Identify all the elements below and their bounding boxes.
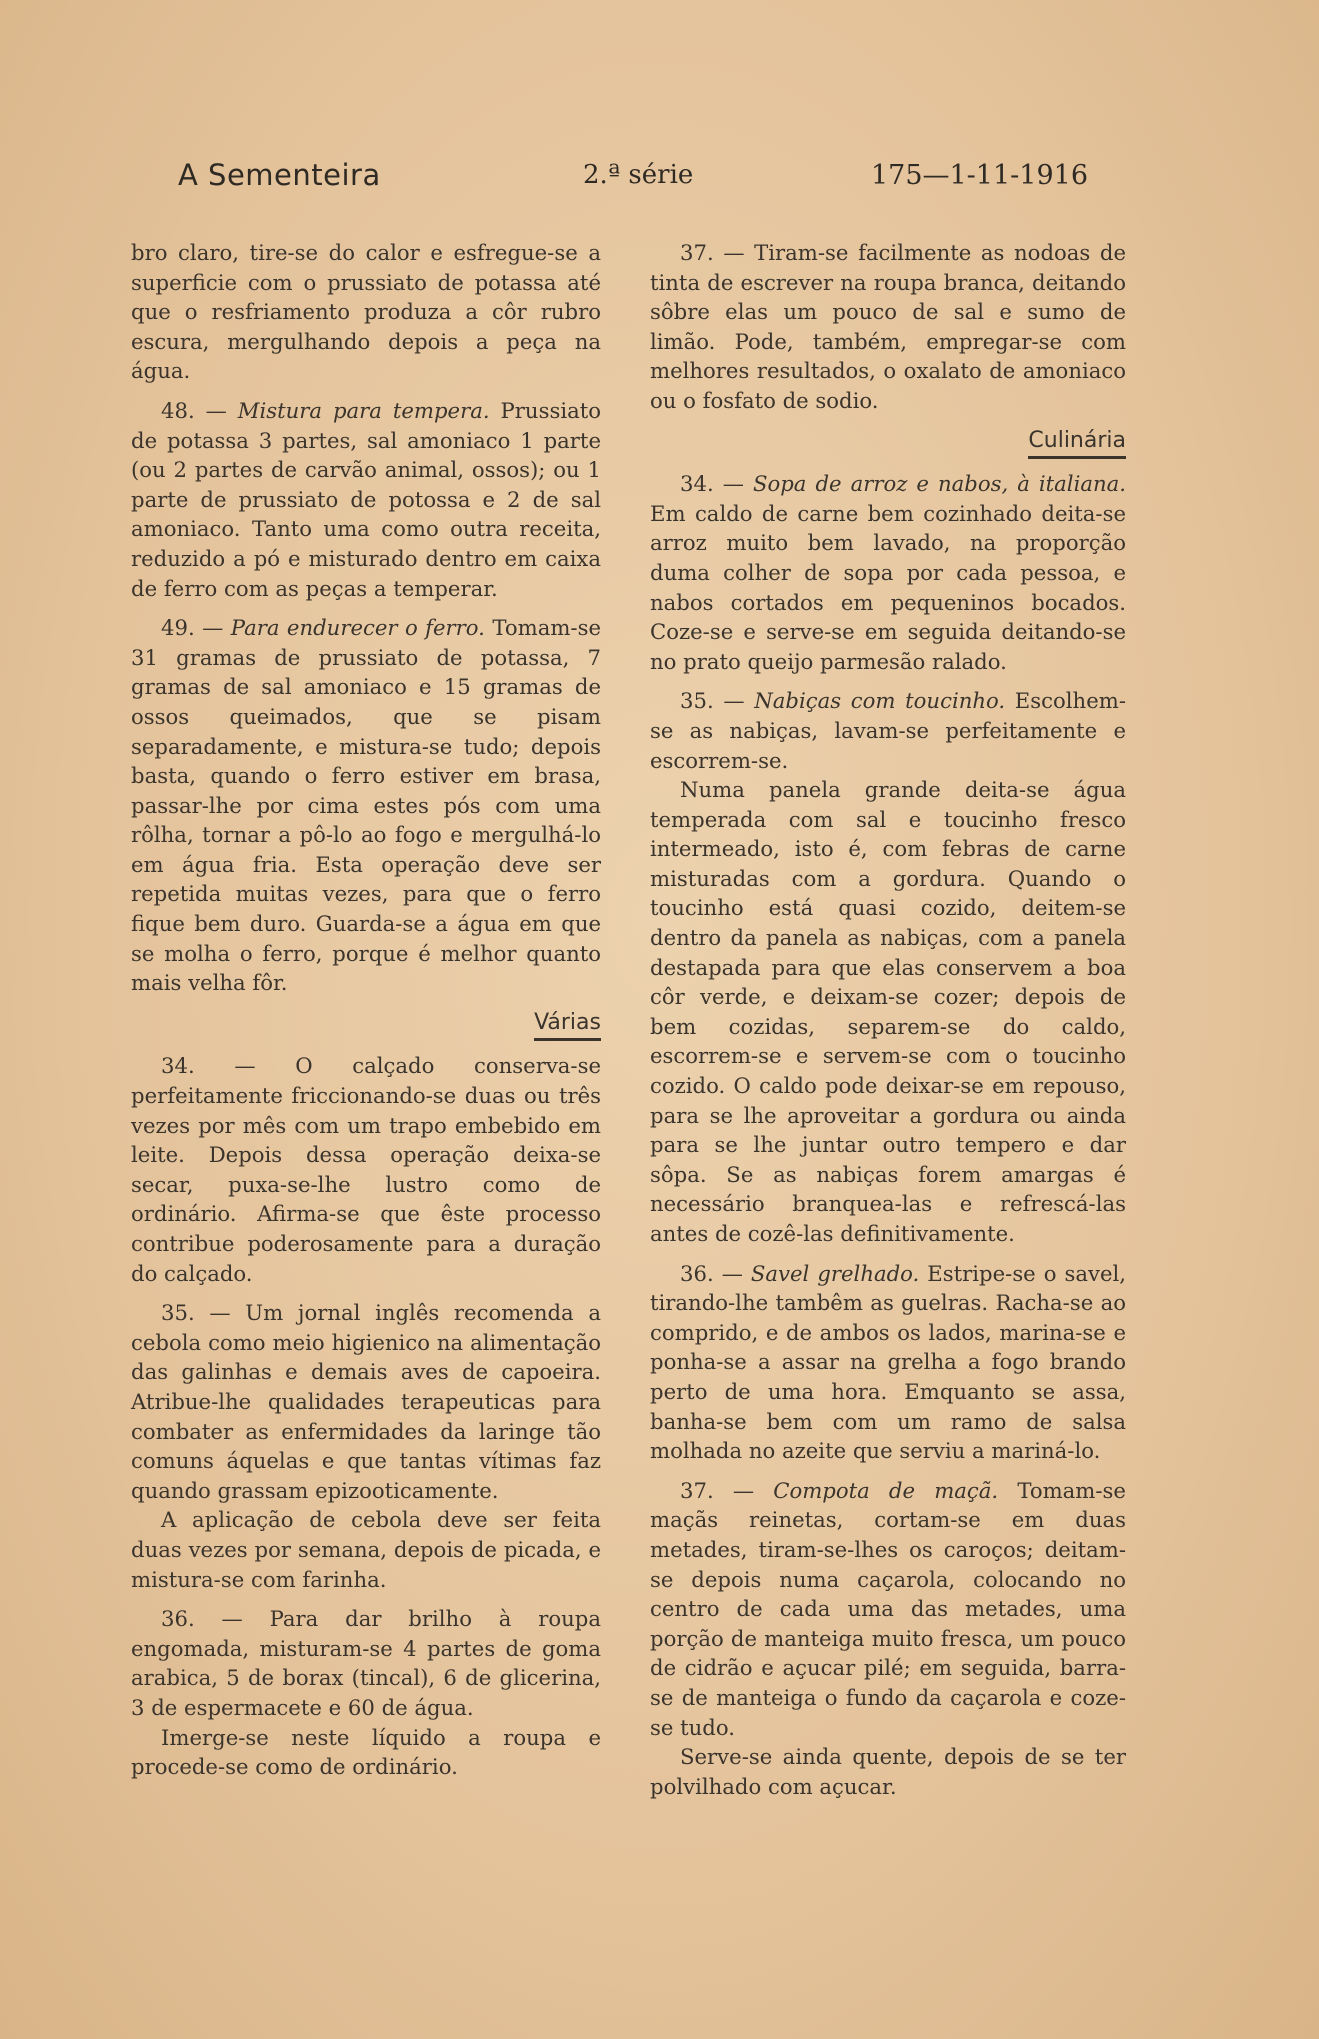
section-heading-culinaria: Culinária bbox=[650, 426, 1126, 460]
paragraph-49 bbox=[131, 613, 601, 998]
recipe-35 bbox=[650, 686, 1126, 775]
page-header bbox=[178, 158, 1088, 198]
paragraph-37: 37. — Tiram-se facilmente as nodoas de tinta de escrever na roupa branca, deitando sôbre elas um pouco de sal e sumo de limão. Pode, também, empregar-se com melhores resultados, o oxalato de amoniaco ou o fosfato de sodio. bbox=[650, 240, 1126, 413]
publication-title: A Sementeira bbox=[178, 158, 381, 192]
section-heading-varias: Várias bbox=[131, 1008, 601, 1042]
item-title: Nabiças com toucinho. bbox=[754, 688, 1006, 714]
item-number: 35. — bbox=[680, 688, 755, 714]
recipe-37 bbox=[650, 1476, 1126, 1742]
item-number: 49. — bbox=[161, 615, 231, 641]
paragraph-35: 35. — Um jornal inglês recomenda a cebola como meio higienico na alimentação das galinhas e demais aves de capoeira. Atribue-lhe qualidades terapeuticas para combater as enfermidades da laringe tão comuns áquelas e que tantas vítimas faz quando grassam epizooticamente. bbox=[131, 1300, 601, 1503]
item-number: 36. — bbox=[680, 1260, 751, 1286]
item-body: Tomam-se maçãs reinetas, cortam-se em duas metades, tiram-se-lhes os caroços; deitam-se depois numa caçarola, colocando no centro de cada uma das metades, uma porção de manteiga muito fresca, um pouco de cidrão e açucar pilé; em seguida, barra-se de manteiga o fundo da caçarola e coze-se tudo. bbox=[650, 1477, 1126, 1740]
recipe-34 bbox=[650, 469, 1126, 676]
recipe-37-cont: Serve-se ainda quente, depois de se ter polvilhado com açucar. bbox=[650, 1744, 1126, 1799]
paragraph-35-cont: A aplicação de cebola deve ser feita duas vezes por semana, depois de picada, e mistura-se com farinha. bbox=[131, 1507, 601, 1592]
item-body: Estripe-se o savel, tirando-lhe tambêm as guelras. Racha-se ao comprido, e de ambos os lados, marina-se e ponha-se a assar na grelha a fogo brando perto de uma hora. Emquanto se assa, banha-se bem com um ramo de salsa molhada no azeite que serviu a mariná-lo. bbox=[650, 1260, 1127, 1464]
item-title: Compota de maçã. bbox=[773, 1477, 999, 1503]
paragraph-34: 34. — O calçado conserva-se perfeitamente friccionando-se duas ou três vezes por mês com um trapo embebido em leite. Depois dessa operação deixa-se secar, puxa-se-lhe lustro como de ordinário. Afirma-se que êste processo contribue poderosamente para a duração do calçado. bbox=[131, 1053, 601, 1286]
item-body: Escolhem-se as nabiças, lavam-se perfeitamente e escorrem-se. bbox=[650, 688, 1126, 773]
paragraph-36-cont: Imerge-se neste líquido a roupa e procede-se como de ordinário. bbox=[131, 1724, 601, 1780]
recipe-35-cont: Numa panela grande deita-se água temperada com sal e toucinho fresco intermeado, isto é, com febras de carne misturadas com a gordura. Quando o toucinho está quasi cozido, deitem-se dentro da panela as nabiças, com a panela destapada para que elas conservem a boa côr verde, e deixam-se cozer; depois de bem cozidas, separem-se do caldo, escorrem-se e servem-se com o toucinho cozido. O caldo pode deixar-se em repouso, para se lhe aproveitar a gordura ou ainda para se lhe juntar outro tempero e dar sôpa. Se as nabiças forem amargas é necessário branquea-las e refrescá-las antes de cozê-las definitivamente. bbox=[650, 777, 1126, 1246]
item-body: Em caldo de carne bem cozinhado deita-se arroz muito bem lavado, na proporção duma colher de sopa por cada pessoa, e nabos cortados em pequeninos bocados. Coze-se e serve-se em seguida deitando-se no prato queijo parmesão ralado. bbox=[650, 500, 1126, 674]
paragraph-36: 36. — Para dar brilho à roupa engomada, misturam-se 4 partes de goma arabica, 5 de borax (tincal), 6 de glicerina, 3 de espermacete e 60 de água. bbox=[131, 1606, 601, 1720]
right-column bbox=[650, 238, 1126, 1811]
item-title: Savel grelhado. bbox=[750, 1260, 920, 1286]
item-title: Sopa de arroz e nabos, à italiana. bbox=[752, 471, 1126, 497]
item-number: 48. — bbox=[161, 397, 238, 423]
left-column bbox=[131, 238, 601, 1792]
item-number: 34. — bbox=[680, 471, 753, 497]
item-body: Tomam-se 31 gramas de prussiato de potassa, 7 gramas de sal amoniaco e 15 gramas de ossos queimados, que se pisam separadamente, e mistura-se tudo; depois basta, quando o ferro estiver em brasa, passar-lhe por cima estes pós com uma rôlha, tornar a pô-lo ao fogo e mergulhá-lo em água fria. Esta operação deve ser repetida muitas vezes, para que o ferro fique bem duro. Guarda-se a água em que se molha o ferro, porque é melhor quanto mais velha fôr. bbox=[131, 615, 601, 996]
item-number: 37. — bbox=[680, 1477, 774, 1503]
recipe-36 bbox=[650, 1259, 1126, 1466]
paragraph-continuation: bro claro, tire-se do calor e esfregue-se a superficie com o prussiato de potassa até que o resfriamento produza a côr rubro escura, mergulhando depois a peça na água. bbox=[131, 240, 601, 384]
series-label: 2.ª série bbox=[583, 160, 694, 190]
item-title: Para endurecer o ferro. bbox=[230, 615, 485, 641]
item-title: Mistura para tempera. bbox=[237, 397, 490, 423]
item-body: Prussiato de potassa 3 partes, sal amoniaco 1 parte (ou 2 partes de carvão animal, ossos); ou 1 parte de prussiato de potossa e 2 de sal amoniaco. Tanto uma como outra receita, reduzido a pó e misturado dentro em caixa de ferro com as peças a temperar. bbox=[131, 397, 601, 601]
issue-date: 175—1-11-1916 bbox=[870, 160, 1088, 191]
paragraph-48 bbox=[131, 396, 601, 603]
